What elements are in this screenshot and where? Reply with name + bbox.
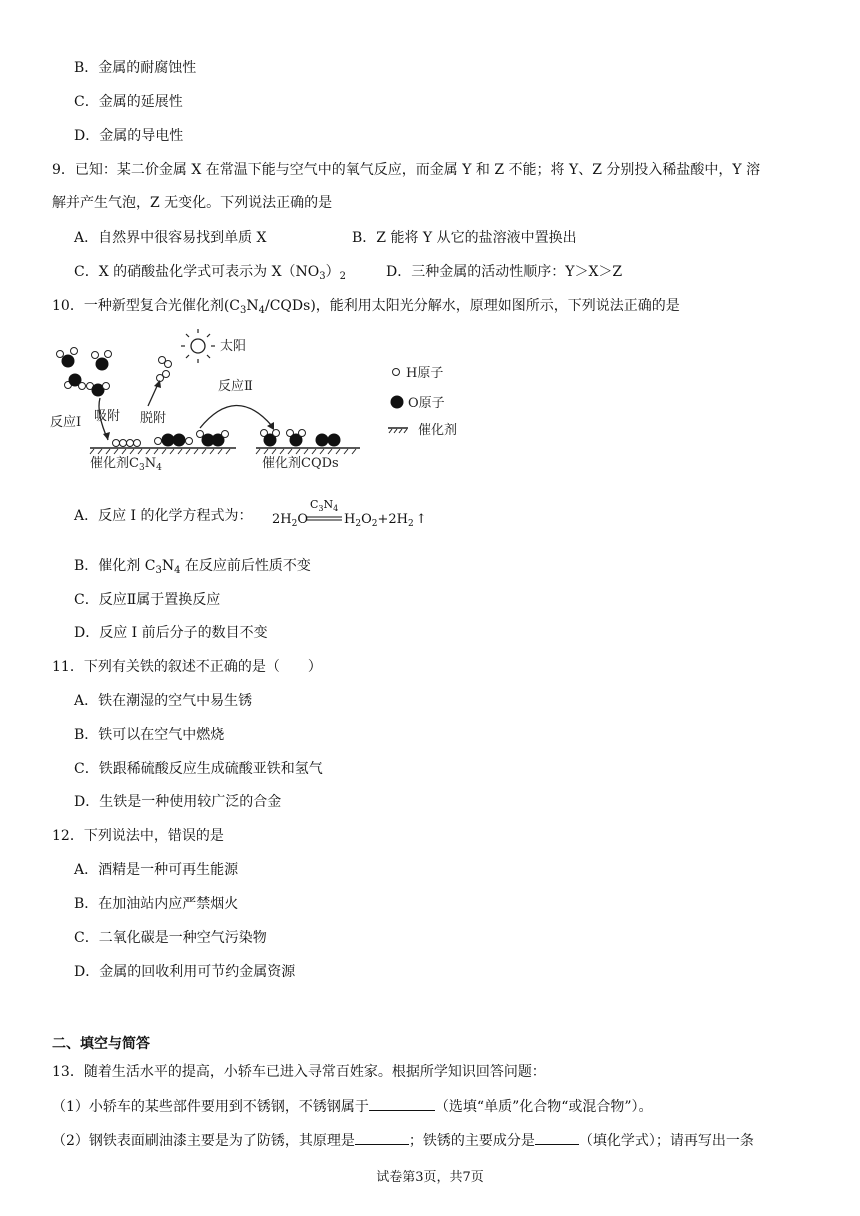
q11-option-b: B．铁可以在空气中燃烧 — [74, 727, 225, 743]
q12-option-d: D．金属的回收利用可节约金属资源 — [74, 964, 296, 980]
legend-catalyst-label: 催化剂 — [418, 423, 458, 438]
answer-blank[interactable] — [355, 1130, 409, 1145]
water-molecules — [57, 348, 112, 397]
q8-option-c: C．金属的延展性 — [74, 94, 183, 110]
legend — [388, 366, 457, 438]
answer-blank[interactable] — [369, 1096, 435, 1111]
reaction1-equation — [258, 496, 438, 536]
adsorb-label: 吸附 — [94, 409, 121, 424]
legend-h-icon — [393, 369, 400, 376]
desorb-arrow — [148, 384, 158, 406]
q11-option-d: D．生铁是一种使用较广泛的合金 — [74, 794, 282, 810]
q11-option-a: A．铁在潮湿的空气中易生锈 — [74, 693, 253, 709]
q13-stem: 13．随着生活水平的提高，小轿车已进入寻常百姓家。根据所学知识回答问题： — [52, 1064, 546, 1080]
q9-option-d: D．三种金属的活动性顺序：Y＞X＞Z — [386, 264, 623, 280]
q8-option-d: D．金属的导电性 — [74, 128, 184, 144]
equation-products: $H_2O_2+2H_2$ ↑ — [344, 512, 427, 529]
catalyst-c3n4-surface — [90, 431, 236, 455]
q10-option-c: C．反应Ⅱ属于置换反应 — [74, 592, 221, 608]
answer-blank[interactable] — [535, 1130, 579, 1145]
q10-stem: 10．一种新型复合光催化剂$(C_3N_4/CQDs)$，能利用太阳光分解水，原理如图所示，下列说法正确的是 — [52, 298, 680, 316]
q9-option-a: A．自然界中很容易找到单质 X — [74, 230, 267, 246]
catalyst2-label: 催化剂CQDs — [262, 456, 339, 471]
q12-option-c: C．二氧化碳是一种空气污染物 — [74, 930, 267, 946]
photocatalysis-diagram — [50, 328, 480, 473]
q12-stem: 12．下列说法中，错误的是 — [52, 828, 224, 844]
q9-stem-line2: 解并产生气泡，Z 无变化。下列说法正确的是 — [52, 195, 333, 211]
q9-option-c: C．X 的硝酸盐化学式可表示为 $X(NO_3)_2$ — [74, 264, 347, 282]
sun-icon — [181, 329, 215, 363]
q9-stem-line1: 9．已知：某二价金属 X 在常温下能与空气中的氧气反应，而金属 Y 和 Z 不能；将 Y、Z 分别投入稀盐酸中，Y 溶 — [52, 162, 761, 178]
q13-sub2: （2）钢铁表面刷油漆主要是为了防锈，其原理是 ；铁锈的主要成分是 （填化学式）；请再写出一条 — [52, 1130, 754, 1151]
reaction1-label: 反应Ⅰ — [50, 415, 82, 430]
q11-stem: 11．下列有关铁的叙述不正确的是（ ） — [52, 659, 322, 675]
equation-condition: $C_3N_4$ — [310, 498, 339, 513]
q8-option-b: B．金属的耐腐蚀性 — [74, 60, 197, 76]
q9-option-b: B．Z 能将 Y 从它的盐溶液中置换出 — [352, 230, 577, 246]
q11-option-c: C．铁跟稀硫酸反应生成硫酸亚铁和氢气 — [74, 761, 323, 777]
desorb-label: 脱附 — [140, 411, 167, 426]
section-title: 二、填空与简答 — [52, 1036, 150, 1052]
page-footer: 试卷第3页，共7页 — [376, 1170, 484, 1185]
q10-option-b: B．催化剂 $C_3N_4$ 在反应前后性质不变 — [74, 558, 311, 576]
legend-h-label: H原子 — [406, 366, 444, 381]
q10-option-d: D．反应 I 前后分子的数目不变 — [74, 625, 268, 641]
reaction2-label: 反应Ⅱ — [218, 379, 253, 394]
q13-sub1: （1）小轿车的某些部件要用到不锈钢，不锈钢属于 （选填“单质”化合物“或混合物”）。 — [52, 1096, 653, 1117]
legend-o-icon — [391, 396, 404, 409]
q12-option-a: A．酒精是一种可再生能源 — [74, 862, 239, 878]
catalyst-cqds-surface — [256, 430, 360, 455]
reaction2-arrow — [200, 405, 272, 428]
sun-label: 太阳 — [220, 339, 247, 354]
equation-text: $2H_2O$ — [272, 512, 309, 529]
q10-option-a: A．反应 I 的化学方程式为： — [74, 508, 253, 524]
hydrogen-molecules — [157, 357, 172, 382]
legend-o-label: O原子 — [408, 396, 445, 411]
q12-option-b: B．在加油站内应严禁烟火 — [74, 896, 239, 912]
catalyst1-label: 催化剂$C_3N_4$ — [90, 456, 162, 473]
legend-catalyst-icon — [388, 428, 408, 433]
